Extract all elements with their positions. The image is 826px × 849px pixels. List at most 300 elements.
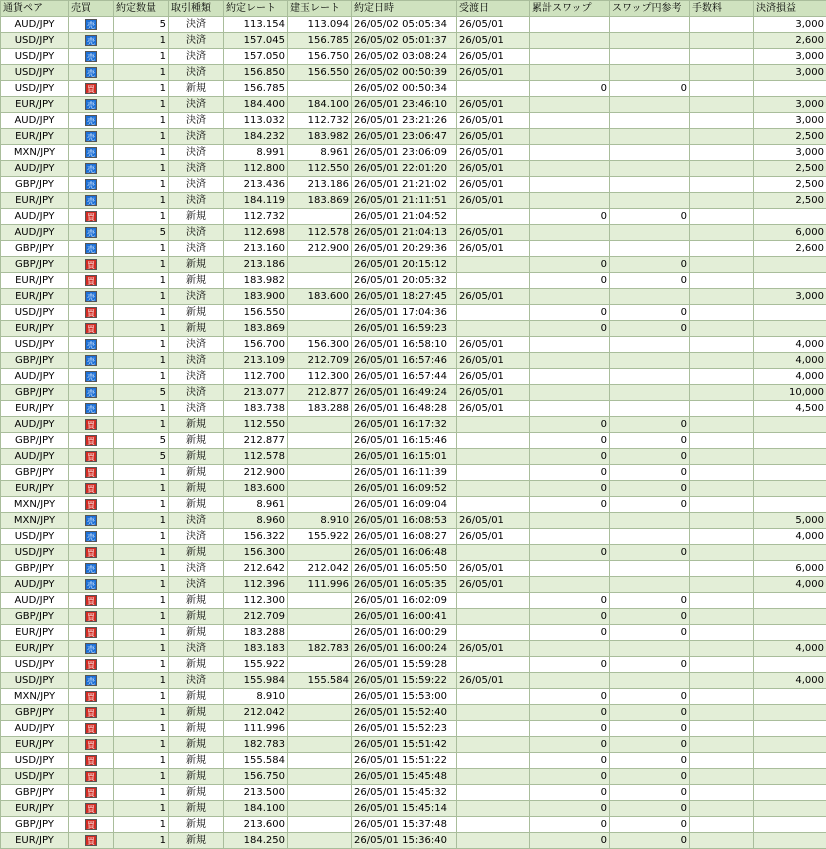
position-rate-cell: [288, 721, 352, 737]
settlement-date-cell: [457, 481, 530, 497]
side-cell: [69, 321, 114, 337]
table-row[interactable]: [1, 801, 826, 817]
table-row[interactable]: [1, 49, 826, 65]
pair-cell: EUR/JPY: [1, 625, 69, 641]
pair-cell: EUR/JPY: [1, 273, 69, 289]
pair-cell: AUD/JPY: [1, 369, 69, 385]
side-cell: [69, 785, 114, 801]
exec-datetime-cell: 26/05/01 15:45:32: [352, 785, 457, 801]
settlement-date-cell: 26/05/01: [457, 673, 530, 689]
buy-badge: 買: [87, 708, 95, 718]
table-row[interactable]: [1, 513, 826, 529]
settlement-date-cell: 26/05/01: [457, 369, 530, 385]
side-cell: [69, 689, 114, 705]
trade-type-cell: 決済: [169, 369, 224, 385]
cumulative-swap-cell: 0: [530, 689, 610, 705]
col-header-settlement-pl[interactable]: 決済損益: [754, 1, 826, 17]
side-cell: [69, 657, 114, 673]
trade-type-cell: 新規: [169, 209, 224, 225]
settlement-pl-cell: 3,000: [754, 49, 826, 65]
quantity-cell: 1: [114, 241, 169, 257]
table-row[interactable]: [1, 401, 826, 417]
fee-cell: [690, 385, 754, 401]
exec-datetime-cell: 26/05/01 21:04:13: [352, 225, 457, 241]
table-row[interactable]: [1, 273, 826, 289]
table-row[interactable]: [1, 321, 826, 337]
table-row[interactable]: [1, 689, 826, 705]
sell-badge: 売: [87, 388, 95, 398]
position-rate-cell: [288, 465, 352, 481]
table-row[interactable]: [1, 129, 826, 145]
col-header-swap-yen-ref[interactable]: スワップ円参考: [610, 1, 690, 17]
table-row[interactable]: [1, 529, 826, 545]
table-row[interactable]: [1, 337, 826, 353]
col-header-position-rate[interactable]: 建玉レート: [288, 1, 352, 17]
table-row[interactable]: [1, 657, 826, 673]
settlement-pl-cell: [754, 465, 826, 481]
cumulative-swap-cell: 0: [530, 721, 610, 737]
exec-datetime-cell: 26/05/01 21:04:52: [352, 209, 457, 225]
side-cell: [69, 833, 114, 849]
table-row[interactable]: [1, 33, 826, 49]
pair-cell: EUR/JPY: [1, 289, 69, 305]
fee-cell: [690, 257, 754, 273]
sell-badge: 売: [87, 564, 95, 574]
settlement-date-cell: [457, 657, 530, 673]
buy-badge: 買: [87, 836, 95, 846]
buy-badge: 買: [87, 324, 95, 334]
exec-rate-cell: 156.300: [224, 545, 288, 561]
table-row[interactable]: [1, 17, 826, 33]
settlement-pl-cell: [754, 481, 826, 497]
exec-datetime-cell: 26/05/02 00:50:34: [352, 81, 457, 97]
fee-cell: [690, 753, 754, 769]
position-rate-cell: [288, 417, 352, 433]
exec-datetime-cell: 26/05/01 16:06:48: [352, 545, 457, 561]
trade-type-cell: 新規: [169, 737, 224, 753]
table-row[interactable]: [1, 497, 826, 513]
settlement-date-cell: [457, 81, 530, 97]
settlement-date-cell: [457, 209, 530, 225]
settlement-pl-cell: 4,000: [754, 577, 826, 593]
side-cell: [69, 705, 114, 721]
trade-type-cell: 新規: [169, 705, 224, 721]
table-row[interactable]: [1, 625, 826, 641]
side-cell: [69, 529, 114, 545]
trade-type-cell: 新規: [169, 833, 224, 849]
col-header-cumulative-swap[interactable]: 累計スワップ: [530, 1, 610, 17]
quantity-cell: 1: [114, 305, 169, 321]
col-header-exec-rate[interactable]: 約定レート: [224, 1, 288, 17]
table-row[interactable]: [1, 449, 826, 465]
fee-cell: [690, 641, 754, 657]
fee-cell: [690, 369, 754, 385]
settlement-date-cell: [457, 625, 530, 641]
exec-rate-cell: 184.400: [224, 97, 288, 113]
fee-cell: [690, 49, 754, 65]
fee-cell: [690, 801, 754, 817]
exec-rate-cell: 213.186: [224, 257, 288, 273]
position-rate-cell: [288, 257, 352, 273]
quantity-cell: 1: [114, 577, 169, 593]
position-rate-cell: 112.300: [288, 369, 352, 385]
exec-rate-cell: 155.984: [224, 673, 288, 689]
side-cell: [69, 417, 114, 433]
table-row[interactable]: [1, 257, 826, 273]
side-cell: [69, 769, 114, 785]
table-row[interactable]: [1, 385, 826, 401]
exec-datetime-cell: 26/05/01 15:51:42: [352, 737, 457, 753]
sell-badge: 売: [87, 116, 95, 126]
col-header-trade-type[interactable]: 取引種類: [169, 1, 224, 17]
exec-datetime-cell: 26/05/01 16:05:35: [352, 577, 457, 593]
side-cell: [69, 481, 114, 497]
sell-badge: 売: [87, 516, 95, 526]
exec-datetime-cell: 26/05/02 03:08:24: [352, 49, 457, 65]
trade-type-cell: 新規: [169, 817, 224, 833]
swap-yen-ref-cell: [610, 129, 690, 145]
exec-datetime-cell: 26/05/01 16:57:44: [352, 369, 457, 385]
cumulative-swap-cell: [530, 673, 610, 689]
pair-cell: EUR/JPY: [1, 481, 69, 497]
fee-cell: [690, 305, 754, 321]
trade-type-cell: 新規: [169, 481, 224, 497]
table-row[interactable]: [1, 609, 826, 625]
buy-badge: 買: [87, 660, 95, 670]
settlement-pl-cell: 2,500: [754, 161, 826, 177]
fee-cell: [690, 273, 754, 289]
quantity-cell: 1: [114, 673, 169, 689]
quantity-cell: 1: [114, 497, 169, 513]
quantity-cell: 1: [114, 769, 169, 785]
buy-badge: 買: [87, 436, 95, 446]
trade-type-cell: 新規: [169, 753, 224, 769]
fee-cell: [690, 625, 754, 641]
table-row[interactable]: [1, 673, 826, 689]
settlement-pl-cell: [754, 593, 826, 609]
fee-cell: [690, 737, 754, 753]
fee-cell: [690, 241, 754, 257]
pair-cell: MXN/JPY: [1, 513, 69, 529]
exec-rate-cell: 111.996: [224, 721, 288, 737]
position-rate-cell: [288, 705, 352, 721]
table-row[interactable]: [1, 161, 826, 177]
settlement-pl-cell: [754, 689, 826, 705]
cumulative-swap-cell: 0: [530, 801, 610, 817]
side-cell: [69, 97, 114, 113]
exec-rate-cell: 213.077: [224, 385, 288, 401]
table-row[interactable]: [1, 817, 826, 833]
table-row[interactable]: [1, 833, 826, 849]
position-rate-cell: 183.869: [288, 193, 352, 209]
fee-cell: [690, 657, 754, 673]
col-header-pair[interactable]: 通貨ペア: [1, 1, 69, 17]
settlement-pl-cell: [754, 257, 826, 273]
exec-rate-cell: 184.250: [224, 833, 288, 849]
settlement-date-cell: [457, 433, 530, 449]
table-row[interactable]: [1, 737, 826, 753]
table-row[interactable]: [1, 113, 826, 129]
swap-yen-ref-cell: [610, 49, 690, 65]
settlement-pl-cell: 3,000: [754, 145, 826, 161]
swap-yen-ref-cell: 0: [610, 449, 690, 465]
settlement-date-cell: [457, 769, 530, 785]
trade-type-cell: 新規: [169, 465, 224, 481]
swap-yen-ref-cell: 0: [610, 433, 690, 449]
fee-cell: [690, 337, 754, 353]
position-rate-cell: [288, 481, 352, 497]
pair-cell: EUR/JPY: [1, 129, 69, 145]
table-row[interactable]: [1, 785, 826, 801]
sell-badge: 売: [87, 20, 95, 30]
exec-rate-cell: 213.109: [224, 353, 288, 369]
table-row[interactable]: [1, 145, 826, 161]
quantity-cell: 1: [114, 209, 169, 225]
settlement-date-cell: 26/05/01: [457, 641, 530, 657]
settlement-pl-cell: 6,000: [754, 561, 826, 577]
table-row[interactable]: [1, 305, 826, 321]
exec-datetime-cell: 26/05/01 16:00:41: [352, 609, 457, 625]
fee-cell: [690, 417, 754, 433]
exec-rate-cell: 156.550: [224, 305, 288, 321]
cumulative-swap-cell: [530, 113, 610, 129]
side-cell: [69, 561, 114, 577]
cumulative-swap-cell: 0: [530, 433, 610, 449]
swap-yen-ref-cell: 0: [610, 465, 690, 481]
buy-badge: 買: [87, 276, 95, 286]
trade-type-cell: 新規: [169, 785, 224, 801]
pair-cell: GBP/JPY: [1, 465, 69, 481]
swap-yen-ref-cell: 0: [610, 305, 690, 321]
quantity-cell: 1: [114, 529, 169, 545]
fee-cell: [690, 497, 754, 513]
exec-datetime-cell: 26/05/01 21:21:02: [352, 177, 457, 193]
col-header-exec-datetime[interactable]: 約定日時: [352, 1, 457, 17]
quantity-cell: 1: [114, 737, 169, 753]
swap-yen-ref-cell: [610, 337, 690, 353]
pair-cell: USD/JPY: [1, 65, 69, 81]
swap-yen-ref-cell: [610, 33, 690, 49]
side-cell: [69, 49, 114, 65]
quantity-cell: 1: [114, 785, 169, 801]
swap-yen-ref-cell: 0: [610, 593, 690, 609]
table-row[interactable]: [1, 545, 826, 561]
settlement-date-cell: [457, 609, 530, 625]
buy-badge: 買: [87, 692, 95, 702]
side-cell: [69, 401, 114, 417]
trade-type-cell: 決済: [169, 193, 224, 209]
table-row[interactable]: [1, 177, 826, 193]
quantity-cell: 1: [114, 417, 169, 433]
settlement-pl-cell: [754, 609, 826, 625]
exec-datetime-cell: 26/05/01 16:11:39: [352, 465, 457, 481]
position-rate-cell: [288, 689, 352, 705]
table-row[interactable]: [1, 433, 826, 449]
buy-badge: 買: [87, 468, 95, 478]
settlement-pl-cell: 6,000: [754, 225, 826, 241]
exec-rate-cell: 213.160: [224, 241, 288, 257]
side-cell: [69, 81, 114, 97]
settlement-pl-cell: 4,000: [754, 529, 826, 545]
settlement-date-cell: 26/05/01: [457, 113, 530, 129]
table-row[interactable]: [1, 97, 826, 113]
table-row[interactable]: [1, 417, 826, 433]
cumulative-swap-cell: 0: [530, 833, 610, 849]
swap-yen-ref-cell: [610, 641, 690, 657]
settlement-date-cell: 26/05/01: [457, 561, 530, 577]
settlement-pl-cell: 4,000: [754, 353, 826, 369]
pair-cell: EUR/JPY: [1, 801, 69, 817]
cumulative-swap-cell: [530, 65, 610, 81]
settlement-pl-cell: [754, 209, 826, 225]
table-row[interactable]: [1, 577, 826, 593]
table-row[interactable]: [1, 289, 826, 305]
swap-yen-ref-cell: 0: [610, 417, 690, 433]
position-rate-cell: 112.578: [288, 225, 352, 241]
table-row[interactable]: [1, 209, 826, 225]
cumulative-swap-cell: 0: [530, 449, 610, 465]
trade-type-cell: 決済: [169, 513, 224, 529]
table-row[interactable]: [1, 81, 826, 97]
table-row[interactable]: [1, 225, 826, 241]
table-row[interactable]: [1, 753, 826, 769]
table-row[interactable]: [1, 369, 826, 385]
fee-cell: [690, 321, 754, 337]
exec-rate-cell: 156.850: [224, 65, 288, 81]
settlement-pl-cell: 5,000: [754, 513, 826, 529]
exec-datetime-cell: 26/05/01 16:15:46: [352, 433, 457, 449]
table-row[interactable]: [1, 721, 826, 737]
settlement-pl-cell: [754, 81, 826, 97]
exec-rate-cell: 112.578: [224, 449, 288, 465]
cumulative-swap-cell: 0: [530, 817, 610, 833]
exec-datetime-cell: 26/05/02 05:05:34: [352, 17, 457, 33]
cumulative-swap-cell: 0: [530, 257, 610, 273]
settlement-pl-cell: [754, 497, 826, 513]
sell-badge: 売: [87, 644, 95, 654]
side-cell: [69, 721, 114, 737]
cumulative-swap-cell: 0: [530, 321, 610, 337]
settlement-date-cell: 26/05/01: [457, 513, 530, 529]
table-row[interactable]: [1, 705, 826, 721]
pair-cell: GBP/JPY: [1, 609, 69, 625]
swap-yen-ref-cell: 0: [610, 625, 690, 641]
quantity-cell: 1: [114, 81, 169, 97]
quantity-cell: 1: [114, 289, 169, 305]
side-cell: [69, 289, 114, 305]
cumulative-swap-cell: [530, 401, 610, 417]
col-header-settlement-date[interactable]: 受渡日: [457, 1, 530, 17]
position-rate-cell: 112.550: [288, 161, 352, 177]
col-header-quantity[interactable]: 約定数量: [114, 1, 169, 17]
fee-cell: [690, 433, 754, 449]
position-rate-cell: 113.094: [288, 17, 352, 33]
buy-badge: 買: [87, 756, 95, 766]
table-row[interactable]: [1, 561, 826, 577]
settlement-pl-cell: [754, 753, 826, 769]
table-row[interactable]: [1, 353, 826, 369]
trade-type-cell: 決済: [169, 17, 224, 33]
swap-yen-ref-cell: [610, 529, 690, 545]
table-row[interactable]: [1, 193, 826, 209]
fee-cell: [690, 481, 754, 497]
settlement-date-cell: [457, 785, 530, 801]
fee-cell: [690, 113, 754, 129]
fee-cell: [690, 193, 754, 209]
cumulative-swap-cell: 0: [530, 545, 610, 561]
settlement-pl-cell: [754, 545, 826, 561]
swap-yen-ref-cell: 0: [610, 321, 690, 337]
cumulative-swap-cell: [530, 97, 610, 113]
quantity-cell: 1: [114, 193, 169, 209]
table-row[interactable]: [1, 641, 826, 657]
position-rate-cell: [288, 609, 352, 625]
settlement-date-cell: 26/05/01: [457, 337, 530, 353]
pair-cell: USD/JPY: [1, 545, 69, 561]
cumulative-swap-cell: [530, 369, 610, 385]
position-rate-cell: 212.709: [288, 353, 352, 369]
swap-yen-ref-cell: 0: [610, 753, 690, 769]
position-rate-cell: [288, 209, 352, 225]
buy-badge: 買: [87, 484, 95, 494]
pair-cell: MXN/JPY: [1, 145, 69, 161]
exec-rate-cell: 183.900: [224, 289, 288, 305]
cumulative-swap-cell: 0: [530, 497, 610, 513]
table-row[interactable]: [1, 769, 826, 785]
buy-badge: 買: [87, 788, 95, 798]
table-row[interactable]: [1, 465, 826, 481]
cumulative-swap-cell: [530, 241, 610, 257]
fee-cell: [690, 65, 754, 81]
settlement-pl-cell: [754, 737, 826, 753]
side-cell: [69, 449, 114, 465]
table-row[interactable]: [1, 65, 826, 81]
side-cell: [69, 465, 114, 481]
sell-badge: 売: [87, 52, 95, 62]
trade-type-cell: 決済: [169, 241, 224, 257]
exec-rate-cell: 8.910: [224, 689, 288, 705]
trade-type-cell: 新規: [169, 273, 224, 289]
cumulative-swap-cell: [530, 529, 610, 545]
table-row[interactable]: [1, 241, 826, 257]
swap-yen-ref-cell: 0: [610, 705, 690, 721]
position-rate-cell: [288, 817, 352, 833]
position-rate-cell: 111.996: [288, 577, 352, 593]
col-header-fee[interactable]: 手数料: [690, 1, 754, 17]
settlement-date-cell: 26/05/01: [457, 353, 530, 369]
buy-badge: 買: [87, 212, 95, 222]
settlement-pl-cell: 4,000: [754, 337, 826, 353]
settlement-pl-cell: 2,600: [754, 33, 826, 49]
exec-rate-cell: 184.119: [224, 193, 288, 209]
settlement-pl-cell: 3,000: [754, 113, 826, 129]
col-header-side[interactable]: 売買: [69, 1, 114, 17]
settlement-date-cell: [457, 593, 530, 609]
cumulative-swap-cell: 0: [530, 609, 610, 625]
fee-cell: [690, 465, 754, 481]
trade-type-cell: 新規: [169, 545, 224, 561]
fee-cell: [690, 145, 754, 161]
pair-cell: AUD/JPY: [1, 225, 69, 241]
settlement-pl-cell: [754, 305, 826, 321]
trade-type-cell: 新規: [169, 593, 224, 609]
table-row[interactable]: [1, 481, 826, 497]
table-row[interactable]: [1, 593, 826, 609]
cumulative-swap-cell: [530, 353, 610, 369]
cumulative-swap-cell: [530, 385, 610, 401]
settlement-pl-cell: [754, 833, 826, 849]
buy-badge: 買: [87, 452, 95, 462]
